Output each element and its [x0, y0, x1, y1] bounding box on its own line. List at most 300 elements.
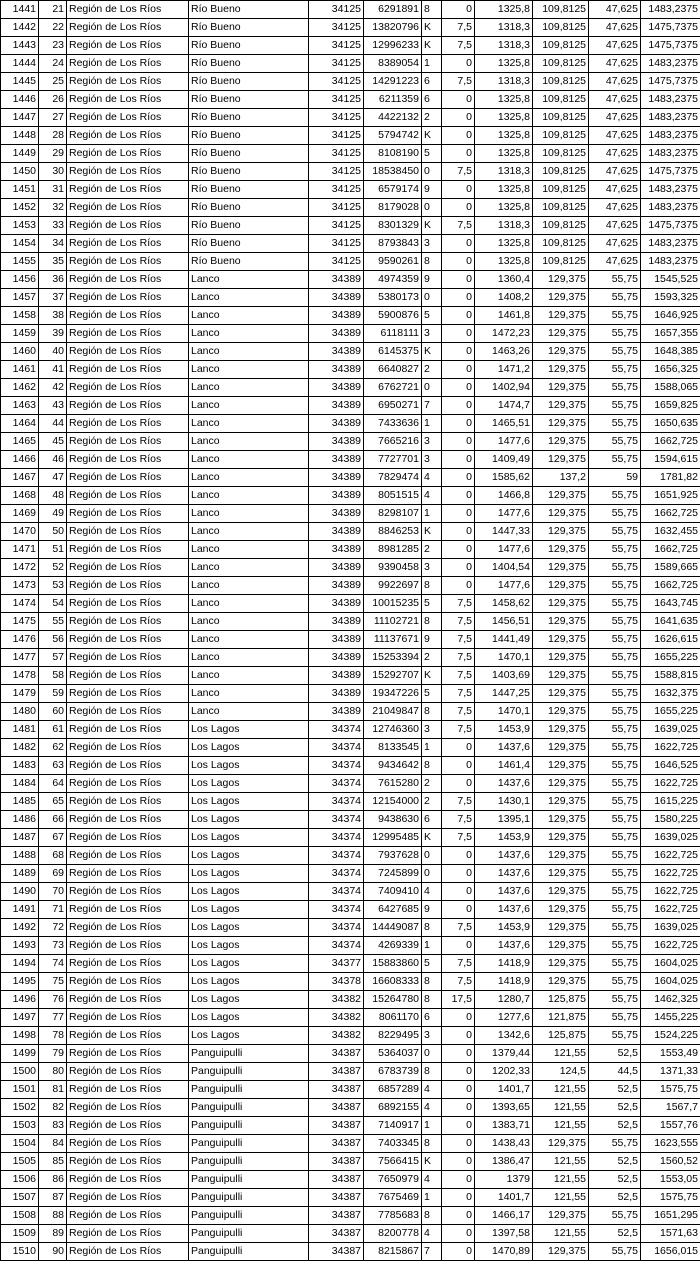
cell-dv[interactable]: 8 — [422, 613, 442, 631]
cell-amount[interactable]: 1409,49 — [475, 451, 533, 469]
cell-col11[interactable]: 52,5 — [589, 1225, 641, 1243]
cell-dv[interactable]: 3 — [422, 721, 442, 739]
cell-comuna[interactable]: Río Bueno — [189, 145, 309, 163]
cell-region[interactable]: Región de Los Ríos — [67, 685, 189, 703]
cell-total[interactable]: 1462,325 — [641, 991, 700, 1009]
cell-col10[interactable]: 129,375 — [533, 721, 589, 739]
cell-dv[interactable]: 8 — [422, 703, 442, 721]
cell-col11[interactable]: 47,625 — [589, 127, 641, 145]
cell-adj[interactable]: 0 — [442, 127, 475, 145]
cell-adj[interactable]: 7,5 — [442, 973, 475, 991]
cell-adj[interactable]: 0 — [442, 937, 475, 955]
cell-total[interactable]: 1580,225 — [641, 811, 700, 829]
cell-col10[interactable]: 109,8125 — [533, 217, 589, 235]
cell-amount[interactable]: 1477,6 — [475, 505, 533, 523]
cell-comuna[interactable]: Los Lagos — [189, 991, 309, 1009]
cell-col11[interactable]: 55,75 — [589, 775, 641, 793]
cell-adj[interactable]: 0 — [442, 415, 475, 433]
cell-rut[interactable]: 9434642 — [364, 757, 422, 775]
cell-region[interactable]: Región de Los Ríos — [67, 307, 189, 325]
cell-seq[interactable]: 86 — [39, 1171, 67, 1189]
cell-total[interactable]: 1646,925 — [641, 307, 700, 325]
cell-total[interactable]: 1588,065 — [641, 379, 700, 397]
cell-rut[interactable]: 8846253 — [364, 523, 422, 541]
cell-adj[interactable]: 0 — [442, 145, 475, 163]
cell-comuna[interactable]: Panguipulli — [189, 1081, 309, 1099]
cell-comuna[interactable]: Panguipulli — [189, 1153, 309, 1171]
cell-code[interactable]: 34387 — [309, 1117, 364, 1135]
cell-amount[interactable]: 1325,8 — [475, 181, 533, 199]
cell-region[interactable]: Región de Los Ríos — [67, 1027, 189, 1045]
cell-dv[interactable]: K — [422, 829, 442, 847]
cell-total[interactable]: 1483,2375 — [641, 181, 700, 199]
cell-rut[interactable]: 13820796 — [364, 19, 422, 37]
cell-comuna[interactable]: Lanco — [189, 487, 309, 505]
cell-amount[interactable]: 1418,9 — [475, 973, 533, 991]
cell-region[interactable]: Región de Los Ríos — [67, 1063, 189, 1081]
cell-region[interactable]: Región de Los Ríos — [67, 73, 189, 91]
cell-code[interactable]: 34387 — [309, 1207, 364, 1225]
cell-col10[interactable]: 129,375 — [533, 415, 589, 433]
cell-amount[interactable]: 1325,8 — [475, 253, 533, 271]
cell-amount[interactable]: 1477,6 — [475, 541, 533, 559]
cell-amount[interactable]: 1325,8 — [475, 109, 533, 127]
cell-comuna[interactable]: Lanco — [189, 703, 309, 721]
cell-code[interactable]: 34389 — [309, 271, 364, 289]
cell-adj[interactable]: 0 — [442, 1045, 475, 1063]
cell-row-no[interactable]: 1473 — [1, 577, 39, 595]
cell-adj[interactable]: 7,5 — [442, 631, 475, 649]
cell-dv[interactable]: 0 — [422, 379, 442, 397]
cell-total[interactable]: 1650,635 — [641, 415, 700, 433]
cell-seq[interactable]: 40 — [39, 343, 67, 361]
cell-total[interactable]: 1656,325 — [641, 361, 700, 379]
cell-comuna[interactable]: Río Bueno — [189, 253, 309, 271]
cell-seq[interactable]: 21 — [39, 1, 67, 19]
cell-col10[interactable]: 129,375 — [533, 451, 589, 469]
cell-seq[interactable]: 87 — [39, 1189, 67, 1207]
cell-col10[interactable]: 129,375 — [533, 685, 589, 703]
cell-amount[interactable]: 1395,1 — [475, 811, 533, 829]
cell-rut[interactable]: 7937628 — [364, 847, 422, 865]
cell-col10[interactable]: 129,375 — [533, 1207, 589, 1225]
cell-amount[interactable]: 1403,69 — [475, 667, 533, 685]
cell-col10[interactable]: 129,375 — [533, 901, 589, 919]
cell-region[interactable]: Región de Los Ríos — [67, 955, 189, 973]
cell-row-no[interactable]: 1467 — [1, 469, 39, 487]
cell-code[interactable]: 34125 — [309, 37, 364, 55]
cell-region[interactable]: Región de Los Ríos — [67, 541, 189, 559]
cell-total[interactable]: 1475,7375 — [641, 163, 700, 181]
cell-adj[interactable]: 0 — [442, 1063, 475, 1081]
cell-col11[interactable]: 55,75 — [589, 667, 641, 685]
cell-row-no[interactable]: 1508 — [1, 1207, 39, 1225]
cell-col11[interactable]: 47,625 — [589, 163, 641, 181]
cell-comuna[interactable]: Lanco — [189, 595, 309, 613]
cell-row-no[interactable]: 1442 — [1, 19, 39, 37]
cell-comuna[interactable]: Lanco — [189, 613, 309, 631]
cell-seq[interactable]: 61 — [39, 721, 67, 739]
cell-dv[interactable]: 3 — [422, 451, 442, 469]
cell-seq[interactable]: 58 — [39, 667, 67, 685]
cell-total[interactable]: 1662,725 — [641, 541, 700, 559]
cell-seq[interactable]: 38 — [39, 307, 67, 325]
cell-col10[interactable]: 129,375 — [533, 541, 589, 559]
cell-comuna[interactable]: Panguipulli — [189, 1045, 309, 1063]
cell-seq[interactable]: 35 — [39, 253, 67, 271]
cell-total[interactable]: 1575,75 — [641, 1081, 700, 1099]
cell-rut[interactable]: 9922697 — [364, 577, 422, 595]
cell-code[interactable]: 34378 — [309, 973, 364, 991]
cell-code[interactable]: 34389 — [309, 703, 364, 721]
cell-total[interactable]: 1632,375 — [641, 685, 700, 703]
cell-adj[interactable]: 0 — [442, 1243, 475, 1261]
cell-rut[interactable]: 11137671 — [364, 631, 422, 649]
cell-amount[interactable]: 1438,43 — [475, 1135, 533, 1153]
cell-comuna[interactable]: Los Lagos — [189, 919, 309, 937]
cell-amount[interactable]: 1458,62 — [475, 595, 533, 613]
cell-adj[interactable]: 0 — [442, 523, 475, 541]
cell-comuna[interactable]: Panguipulli — [189, 1189, 309, 1207]
cell-comuna[interactable]: Lanco — [189, 523, 309, 541]
cell-region[interactable]: Región de Los Ríos — [67, 595, 189, 613]
cell-region[interactable]: Región de Los Ríos — [67, 793, 189, 811]
cell-amount[interactable]: 1325,8 — [475, 199, 533, 217]
cell-amount[interactable]: 1441,49 — [475, 631, 533, 649]
cell-region[interactable]: Región de Los Ríos — [67, 1171, 189, 1189]
cell-rut[interactable]: 9438630 — [364, 811, 422, 829]
cell-rut[interactable]: 7403345 — [364, 1135, 422, 1153]
cell-col10[interactable]: 121,55 — [533, 1171, 589, 1189]
cell-total[interactable]: 1483,2375 — [641, 127, 700, 145]
cell-dv[interactable]: K — [422, 217, 442, 235]
cell-adj[interactable]: 7,5 — [442, 829, 475, 847]
cell-region[interactable]: Región de Los Ríos — [67, 811, 189, 829]
cell-dv[interactable]: 1 — [422, 55, 442, 73]
cell-code[interactable]: 34125 — [309, 235, 364, 253]
cell-amount[interactable]: 1325,8 — [475, 235, 533, 253]
cell-adj[interactable]: 0 — [442, 1225, 475, 1243]
cell-total[interactable]: 1589,665 — [641, 559, 700, 577]
cell-total[interactable]: 1662,725 — [641, 433, 700, 451]
cell-col10[interactable]: 121,55 — [533, 1153, 589, 1171]
cell-rut[interactable]: 7650979 — [364, 1171, 422, 1189]
cell-comuna[interactable]: Lanco — [189, 397, 309, 415]
cell-row-no[interactable]: 1465 — [1, 433, 39, 451]
cell-adj[interactable]: 7,5 — [442, 217, 475, 235]
cell-col10[interactable]: 109,8125 — [533, 253, 589, 271]
cell-amount[interactable]: 1470,1 — [475, 703, 533, 721]
cell-col11[interactable]: 55,75 — [589, 631, 641, 649]
cell-region[interactable]: Región de Los Ríos — [67, 757, 189, 775]
cell-dv[interactable]: 0 — [422, 1045, 442, 1063]
cell-col10[interactable]: 129,375 — [533, 631, 589, 649]
cell-comuna[interactable]: Lanco — [189, 289, 309, 307]
cell-rut[interactable]: 7409410 — [364, 883, 422, 901]
cell-adj[interactable]: 0 — [442, 1027, 475, 1045]
cell-amount[interactable]: 1474,7 — [475, 397, 533, 415]
cell-col10[interactable]: 129,375 — [533, 793, 589, 811]
cell-amount[interactable]: 1437,6 — [475, 865, 533, 883]
cell-amount[interactable]: 1202,33 — [475, 1063, 533, 1081]
cell-dv[interactable]: K — [422, 19, 442, 37]
cell-total[interactable]: 1475,7375 — [641, 37, 700, 55]
cell-region[interactable]: Región de Los Ríos — [67, 361, 189, 379]
cell-adj[interactable]: 0 — [442, 271, 475, 289]
cell-adj[interactable]: 0 — [442, 253, 475, 271]
cell-rut[interactable]: 12995485 — [364, 829, 422, 847]
cell-col10[interactable]: 109,8125 — [533, 181, 589, 199]
cell-region[interactable]: Región de Los Ríos — [67, 1, 189, 19]
cell-col10[interactable]: 129,375 — [533, 649, 589, 667]
cell-dv[interactable]: 4 — [422, 1099, 442, 1117]
cell-seq[interactable]: 74 — [39, 955, 67, 973]
cell-col10[interactable]: 129,375 — [533, 667, 589, 685]
cell-dv[interactable]: K — [422, 37, 442, 55]
cell-code[interactable]: 34389 — [309, 523, 364, 541]
cell-amount[interactable]: 1360,4 — [475, 271, 533, 289]
cell-dv[interactable]: 5 — [422, 145, 442, 163]
cell-col11[interactable]: 47,625 — [589, 235, 641, 253]
cell-adj[interactable]: 7,5 — [442, 721, 475, 739]
cell-rut[interactable]: 18538450 — [364, 163, 422, 181]
cell-amount[interactable]: 1477,6 — [475, 577, 533, 595]
cell-code[interactable]: 34389 — [309, 451, 364, 469]
cell-adj[interactable]: 0 — [442, 451, 475, 469]
cell-code[interactable]: 34387 — [309, 1189, 364, 1207]
cell-adj[interactable]: 0 — [442, 775, 475, 793]
cell-adj[interactable]: 0 — [442, 487, 475, 505]
cell-dv[interactable]: 1 — [422, 415, 442, 433]
cell-dv[interactable]: 1 — [422, 1189, 442, 1207]
cell-rut[interactable]: 8179028 — [364, 199, 422, 217]
cell-amount[interactable]: 1470,1 — [475, 649, 533, 667]
cell-total[interactable]: 1641,635 — [641, 613, 700, 631]
cell-amount[interactable]: 1318,3 — [475, 19, 533, 37]
cell-row-no[interactable]: 1487 — [1, 829, 39, 847]
cell-dv[interactable]: 1 — [422, 1117, 442, 1135]
cell-col11[interactable]: 55,75 — [589, 577, 641, 595]
cell-rut[interactable]: 8981285 — [364, 541, 422, 559]
cell-row-no[interactable]: 1488 — [1, 847, 39, 865]
cell-comuna[interactable]: Los Lagos — [189, 1027, 309, 1045]
cell-col10[interactable]: 129,375 — [533, 847, 589, 865]
cell-row-no[interactable]: 1459 — [1, 325, 39, 343]
cell-col11[interactable]: 47,625 — [589, 109, 641, 127]
cell-seq[interactable]: 68 — [39, 847, 67, 865]
cell-row-no[interactable]: 1493 — [1, 937, 39, 955]
cell-amount[interactable]: 1466,8 — [475, 487, 533, 505]
cell-total[interactable]: 1483,2375 — [641, 91, 700, 109]
cell-adj[interactable]: 0 — [442, 469, 475, 487]
cell-region[interactable]: Región de Los Ríos — [67, 973, 189, 991]
cell-col11[interactable]: 55,75 — [589, 991, 641, 1009]
cell-col10[interactable]: 109,8125 — [533, 55, 589, 73]
cell-col10[interactable]: 129,375 — [533, 757, 589, 775]
cell-row-no[interactable]: 1458 — [1, 307, 39, 325]
cell-col11[interactable]: 55,75 — [589, 919, 641, 937]
cell-total[interactable]: 1639,025 — [641, 829, 700, 847]
cell-total[interactable]: 1626,615 — [641, 631, 700, 649]
cell-code[interactable]: 34125 — [309, 217, 364, 235]
cell-dv[interactable]: 0 — [422, 289, 442, 307]
cell-rut[interactable]: 6892155 — [364, 1099, 422, 1117]
cell-region[interactable]: Región de Los Ríos — [67, 433, 189, 451]
cell-adj[interactable]: 0 — [442, 379, 475, 397]
cell-rut[interactable]: 14449087 — [364, 919, 422, 937]
cell-col10[interactable]: 129,375 — [533, 577, 589, 595]
cell-col10[interactable]: 129,375 — [533, 919, 589, 937]
cell-amount[interactable]: 1401,7 — [475, 1189, 533, 1207]
cell-dv[interactable]: 5 — [422, 307, 442, 325]
cell-region[interactable]: Región de Los Ríos — [67, 901, 189, 919]
cell-total[interactable]: 1643,745 — [641, 595, 700, 613]
cell-comuna[interactable]: Río Bueno — [189, 73, 309, 91]
cell-amount[interactable]: 1472,23 — [475, 325, 533, 343]
cell-rut[interactable]: 5364037 — [364, 1045, 422, 1063]
cell-col11[interactable]: 55,75 — [589, 937, 641, 955]
cell-seq[interactable]: 80 — [39, 1063, 67, 1081]
cell-seq[interactable]: 57 — [39, 649, 67, 667]
cell-amount[interactable]: 1430,1 — [475, 793, 533, 811]
cell-row-no[interactable]: 1482 — [1, 739, 39, 757]
cell-rut[interactable]: 15292707 — [364, 667, 422, 685]
cell-adj[interactable]: 0 — [442, 739, 475, 757]
cell-col10[interactable]: 109,8125 — [533, 91, 589, 109]
cell-code[interactable]: 34374 — [309, 739, 364, 757]
cell-col10[interactable]: 129,375 — [533, 559, 589, 577]
cell-region[interactable]: Región de Los Ríos — [67, 703, 189, 721]
cell-comuna[interactable]: Los Lagos — [189, 973, 309, 991]
cell-row-no[interactable]: 1449 — [1, 145, 39, 163]
cell-seq[interactable]: 63 — [39, 757, 67, 775]
cell-total[interactable]: 1622,725 — [641, 865, 700, 883]
cell-code[interactable]: 34374 — [309, 757, 364, 775]
cell-col11[interactable]: 55,75 — [589, 451, 641, 469]
cell-seq[interactable]: 67 — [39, 829, 67, 847]
cell-amount[interactable]: 1408,2 — [475, 289, 533, 307]
cell-amount[interactable]: 1318,3 — [475, 217, 533, 235]
cell-code[interactable]: 34387 — [309, 1135, 364, 1153]
cell-code[interactable]: 34389 — [309, 379, 364, 397]
cell-dv[interactable]: 6 — [422, 811, 442, 829]
cell-rut[interactable]: 6762721 — [364, 379, 422, 397]
cell-rut[interactable]: 7675469 — [364, 1189, 422, 1207]
cell-amount[interactable]: 1386,47 — [475, 1153, 533, 1171]
cell-amount[interactable]: 1325,8 — [475, 91, 533, 109]
cell-col10[interactable]: 129,375 — [533, 523, 589, 541]
cell-col10[interactable]: 109,8125 — [533, 37, 589, 55]
cell-row-no[interactable]: 1469 — [1, 505, 39, 523]
cell-code[interactable]: 34374 — [309, 721, 364, 739]
cell-comuna[interactable]: Los Lagos — [189, 1009, 309, 1027]
cell-rut[interactable]: 8301329 — [364, 217, 422, 235]
cell-comuna[interactable]: Panguipulli — [189, 1243, 309, 1261]
cell-seq[interactable]: 65 — [39, 793, 67, 811]
cell-row-no[interactable]: 1501 — [1, 1081, 39, 1099]
cell-dv[interactable]: 2 — [422, 109, 442, 127]
cell-col10[interactable]: 129,375 — [533, 595, 589, 613]
cell-code[interactable]: 34125 — [309, 181, 364, 199]
cell-region[interactable]: Región de Los Ríos — [67, 1009, 189, 1027]
cell-total[interactable]: 1475,7375 — [641, 19, 700, 37]
cell-comuna[interactable]: Los Lagos — [189, 901, 309, 919]
cell-col11[interactable]: 47,625 — [589, 199, 641, 217]
cell-amount[interactable]: 1437,6 — [475, 775, 533, 793]
cell-col10[interactable]: 129,375 — [533, 829, 589, 847]
cell-total[interactable]: 1662,725 — [641, 577, 700, 595]
cell-rut[interactable]: 7433636 — [364, 415, 422, 433]
cell-row-no[interactable]: 1462 — [1, 379, 39, 397]
cell-col11[interactable]: 55,75 — [589, 325, 641, 343]
cell-seq[interactable]: 75 — [39, 973, 67, 991]
cell-dv[interactable]: 3 — [422, 433, 442, 451]
cell-region[interactable]: Región de Los Ríos — [67, 487, 189, 505]
cell-row-no[interactable]: 1441 — [1, 1, 39, 19]
cell-row-no[interactable]: 1498 — [1, 1027, 39, 1045]
cell-code[interactable]: 34125 — [309, 199, 364, 217]
cell-seq[interactable]: 49 — [39, 505, 67, 523]
cell-col11[interactable]: 52,5 — [589, 1171, 641, 1189]
cell-rut[interactable]: 4974359 — [364, 271, 422, 289]
cell-col10[interactable]: 129,375 — [533, 883, 589, 901]
cell-amount[interactable]: 1397,58 — [475, 1225, 533, 1243]
cell-region[interactable]: Región de Los Ríos — [67, 1225, 189, 1243]
cell-seq[interactable]: 43 — [39, 397, 67, 415]
cell-seq[interactable]: 73 — [39, 937, 67, 955]
cell-dv[interactable]: 3 — [422, 235, 442, 253]
cell-comuna[interactable]: Río Bueno — [189, 199, 309, 217]
cell-comuna[interactable]: Panguipulli — [189, 1135, 309, 1153]
cell-region[interactable]: Región de Los Ríos — [67, 505, 189, 523]
cell-row-no[interactable]: 1456 — [1, 271, 39, 289]
cell-code[interactable]: 34389 — [309, 505, 364, 523]
cell-total[interactable]: 1662,725 — [641, 505, 700, 523]
cell-total[interactable]: 1483,2375 — [641, 253, 700, 271]
cell-region[interactable]: Región de Los Ríos — [67, 469, 189, 487]
cell-amount[interactable]: 1453,9 — [475, 829, 533, 847]
cell-adj[interactable]: 7,5 — [442, 37, 475, 55]
cell-col10[interactable]: 129,375 — [533, 325, 589, 343]
cell-comuna[interactable]: Lanco — [189, 361, 309, 379]
cell-region[interactable]: Región de Los Ríos — [67, 325, 189, 343]
cell-comuna[interactable]: Los Lagos — [189, 847, 309, 865]
cell-region[interactable]: Región de Los Ríos — [67, 109, 189, 127]
cell-col11[interactable]: 55,75 — [589, 1027, 641, 1045]
cell-comuna[interactable]: Los Lagos — [189, 883, 309, 901]
cell-comuna[interactable]: Los Lagos — [189, 865, 309, 883]
cell-col10[interactable]: 129,375 — [533, 379, 589, 397]
cell-code[interactable]: 34389 — [309, 649, 364, 667]
cell-col11[interactable]: 55,75 — [589, 415, 641, 433]
cell-col10[interactable]: 129,375 — [533, 307, 589, 325]
cell-dv[interactable]: 5 — [422, 955, 442, 973]
cell-amount[interactable]: 1325,8 — [475, 55, 533, 73]
cell-col11[interactable]: 55,75 — [589, 865, 641, 883]
cell-seq[interactable]: 45 — [39, 433, 67, 451]
cell-total[interactable]: 1657,355 — [641, 325, 700, 343]
cell-seq[interactable]: 27 — [39, 109, 67, 127]
cell-dv[interactable]: 2 — [422, 793, 442, 811]
cell-adj[interactable]: 0 — [442, 433, 475, 451]
cell-total[interactable]: 1593,325 — [641, 289, 700, 307]
cell-amount[interactable]: 1280,7 — [475, 991, 533, 1009]
cell-adj[interactable]: 0 — [442, 577, 475, 595]
cell-code[interactable]: 34389 — [309, 541, 364, 559]
cell-col10[interactable]: 121,55 — [533, 1099, 589, 1117]
cell-total[interactable]: 1567,7 — [641, 1099, 700, 1117]
cell-adj[interactable]: 0 — [442, 361, 475, 379]
